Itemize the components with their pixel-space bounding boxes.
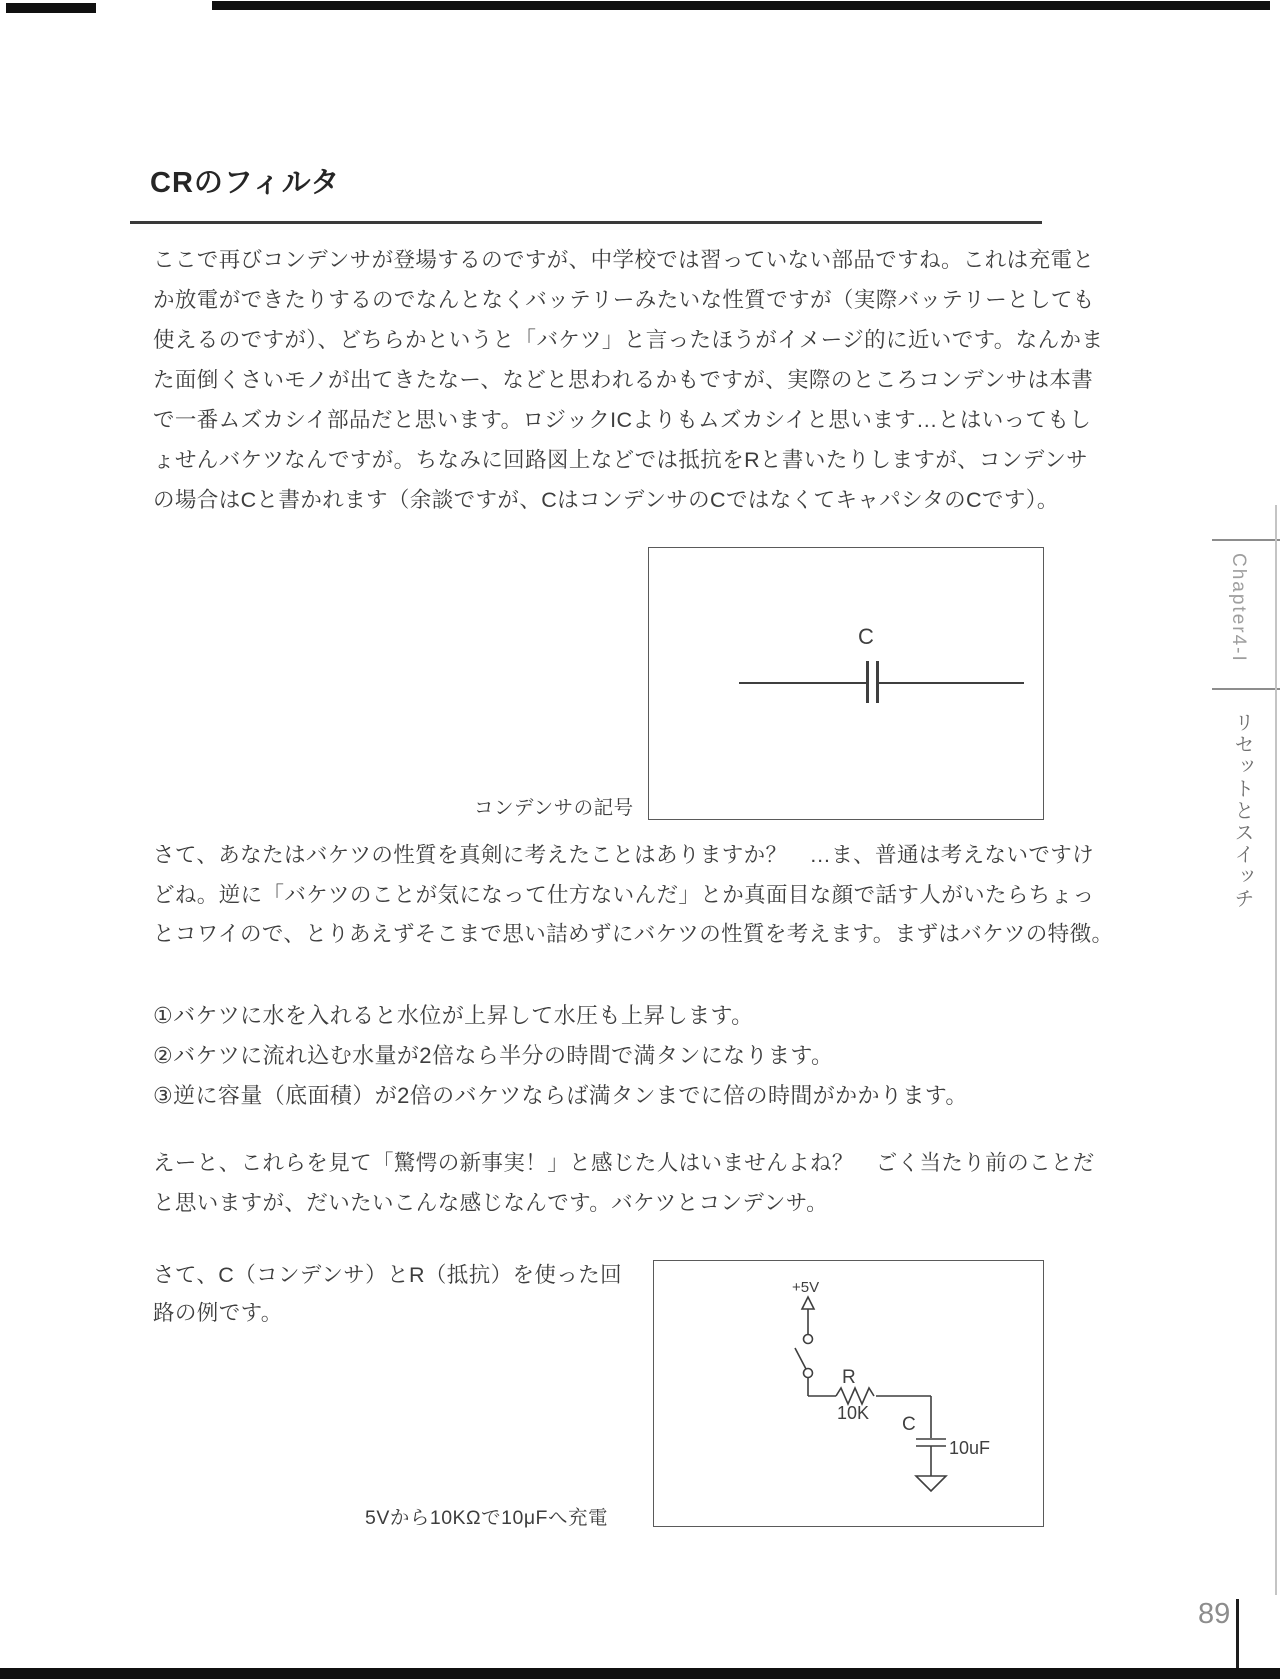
capacitor-right-lead	[878, 682, 1024, 684]
figure-cr-circuit	[653, 1260, 1044, 1527]
paragraph-2	[153, 836, 1113, 955]
figure1-caption: コンデンサの記号	[474, 797, 634, 819]
capacitor-plate-left	[866, 661, 869, 703]
paragraph-3	[153, 1144, 1095, 1223]
switch-terminal-bottom	[804, 1369, 813, 1378]
text-line: さて、あなたはバケツの性質を真剣に考えたことはありますか？ …ま、普通は考えないですけ	[153, 843, 1095, 867]
power-arrow-icon	[802, 1297, 814, 1309]
list-item: ③逆に容量（底面積）が2倍のバケツならば満タンまでに倍の時間がかかります。	[153, 1083, 968, 1108]
text-line: で一番ムズカシイ部品だと思います。ロジックICよりもムズカシイと思います…とはいってもし	[153, 408, 1092, 432]
bucket-property-list	[153, 996, 968, 1116]
list-item: ②バケツに流れ込む水量が2倍なら半分の時間で満タンになります。	[153, 1043, 834, 1068]
text-line: えーと、これらを見て「驚愕の新事実！」と感じた人はいませんよね？ ごく当たり前のことだ	[153, 1151, 1095, 1175]
text-line: と思いますが、だいたいこんな感じなんです。バケツとコンデンサ。	[153, 1190, 829, 1215]
switch-terminal-top	[804, 1335, 813, 1344]
text-line: ょせんバケツなんですが。ちなみに回路図上などでは抵抗をRと書いたりしますが、コンデンサ	[153, 448, 1089, 472]
text-line: とコワイので、とりあえずそこまで思い詰めずにバケツの性質を考えます。まずはバケツの特徴。	[153, 922, 1114, 946]
text-line: の場合はCと書かれます（余談ですが、CはコンデンサのCではなくてキャパシタのCです）。	[153, 488, 1059, 512]
switch-lever-icon	[795, 1348, 806, 1369]
supply-voltage-label: +5V	[792, 1279, 820, 1296]
capacitor-label: C	[858, 624, 874, 649]
page-number: 89	[1198, 1598, 1231, 1630]
paragraph-1	[153, 240, 1103, 520]
scan-bottom-bar	[0, 1668, 1280, 1679]
text-line: さて、C（コンデンサ）とR（抵抗）を使った回	[153, 1263, 622, 1287]
circuit-drawing	[654, 1261, 1043, 1526]
page-edge-line	[1275, 505, 1277, 1595]
sidebar-chapter-label: Chapter4-I	[1228, 553, 1249, 663]
title-rule	[130, 221, 1042, 224]
figure2-caption: 5Vから10KΩで10μFへ充電	[365, 1507, 608, 1529]
sidebar-section-label: リセットとスイッチ	[1231, 712, 1253, 910]
sidebar-rule-top	[1212, 539, 1280, 541]
capacitor-value-label: 10uF	[949, 1438, 991, 1458]
paragraph-4	[153, 1256, 622, 1332]
sidebar-rule-bottom	[1212, 688, 1280, 690]
page-title: CRのフィルタ	[150, 167, 341, 199]
text-line: 路の例です。	[153, 1301, 283, 1325]
ground-icon	[916, 1476, 946, 1491]
capacitor-name-label: C	[902, 1414, 916, 1435]
list-item: ①バケツに水を入れると水位が上昇して水圧も上昇します。	[153, 1003, 754, 1028]
resistor-value-label: 10K	[837, 1403, 870, 1423]
capacitor-left-lead	[739, 682, 867, 684]
resistor-icon	[836, 1388, 874, 1404]
text-line: か放電ができたりするのでなんとなくバッテリーみたいな性質ですが（実際バッテリーとしても	[153, 288, 1095, 312]
text-line: どね。逆に「バケツのことが気になって仕方ないんだ」とか真面目な顔で話す人がいたらちょっ	[153, 882, 1095, 907]
text-line: 使えるのですが）、どちらかというと「バケツ」と言ったほうがイメージ的に近いです。なんかま	[153, 328, 1104, 352]
scan-top-bar-left	[6, 3, 96, 13]
scan-top-bar-right	[212, 1, 1270, 10]
text-line: た面倒くさいモノが出てきたなー、などと思われるかもですが、実際のところコンデンサは本書	[153, 368, 1094, 392]
footer-divider-line	[1236, 1599, 1239, 1671]
figure-capacitor-symbol	[648, 547, 1044, 820]
resistor-name-label: R	[842, 1367, 856, 1388]
text-line: ここで再びコンデンサが登場するのですが、中学校では習っていない部品ですね。これは充電と	[153, 248, 1095, 272]
